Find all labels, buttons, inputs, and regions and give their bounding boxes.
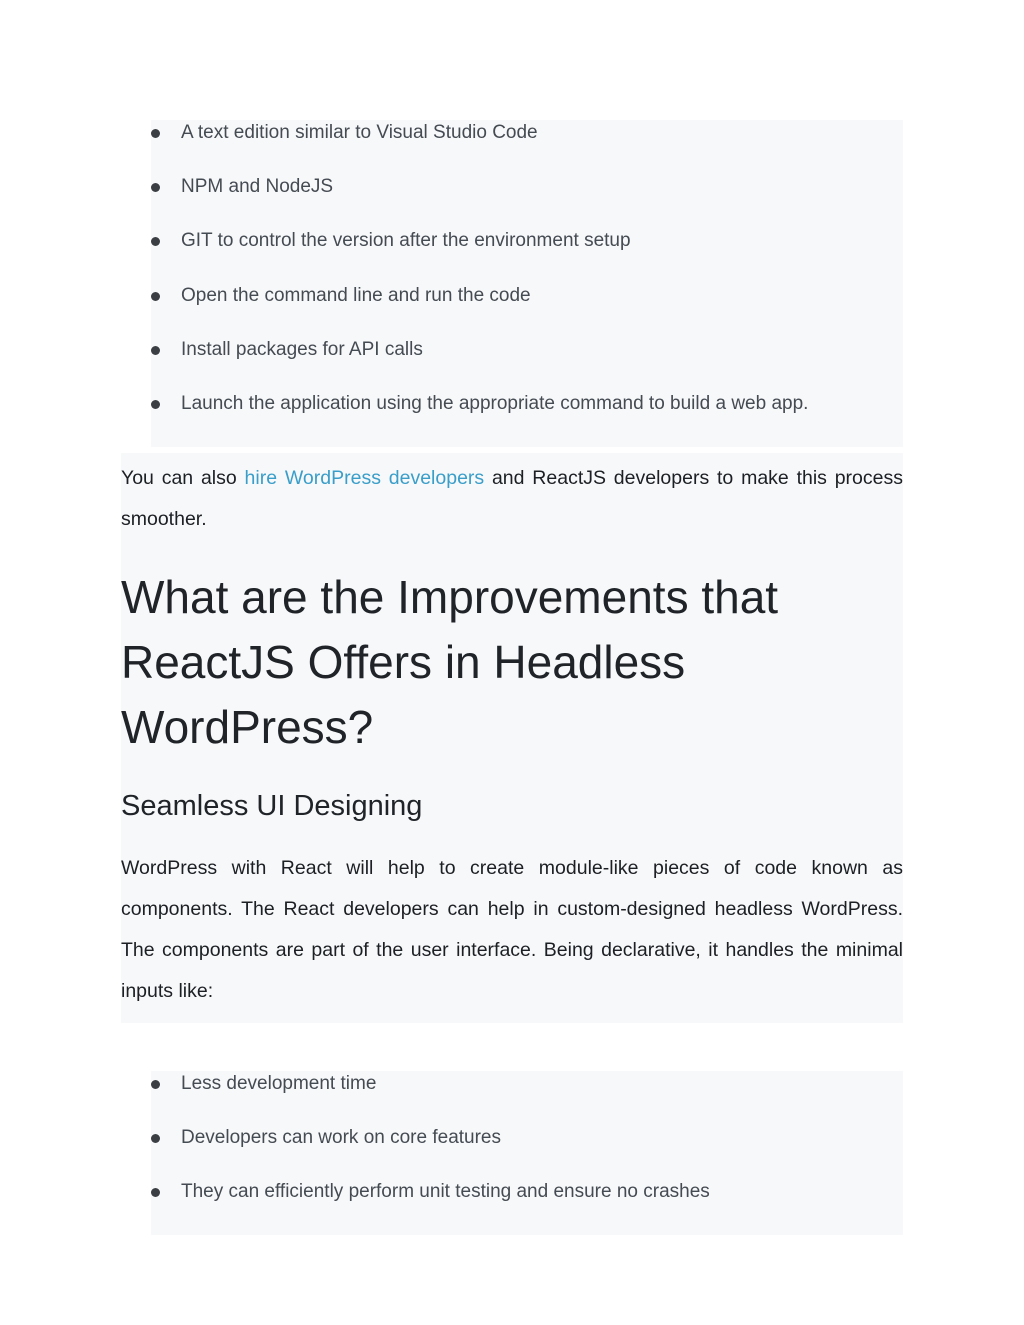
bullet-icon: [151, 183, 160, 192]
hire-paragraph: [121, 458, 903, 540]
bullet-icon: [151, 129, 160, 138]
hire-paragraph-after: and ReactJS developers to make this process smoother.: [121, 467, 903, 530]
bullet-icon: [151, 1188, 160, 1197]
bullet-icon: [151, 346, 160, 355]
hire-wordpress-developers-link[interactable]: hire WordPress developers: [244, 467, 485, 489]
list-item-text: Launch the application using the appropriate command to build a web app.: [181, 393, 809, 414]
list-item-text: Developers can work on core features: [181, 1127, 501, 1148]
bullet-icon: [151, 292, 160, 301]
components-paragraph: WordPress with React will help to create module-like pieces of code known as components. The React developers can help in custom-designed headless WordPress. The components are part of the user interface. Being declarative, it handles the minimal inputs like:: [121, 857, 903, 1002]
list-item-text: A text edition similar to Visual Studio Code: [181, 122, 538, 143]
bullet-icon: [151, 1134, 160, 1143]
list-item-text: Less development time: [181, 1073, 377, 1094]
list-item-text: They can efficiently perform unit testing and ensure no crashes: [181, 1181, 710, 1202]
main-heading: What are the Improvements that ReactJS Offers in Headless WordPress?: [121, 571, 779, 753]
bullet-icon: [151, 400, 160, 409]
hire-paragraph-before: You can also: [121, 467, 245, 489]
list-item-text: NPM and NodeJS: [181, 176, 334, 197]
list-item-text: GIT to control the version after the environment setup: [181, 230, 631, 251]
bullet-icon: [151, 1080, 160, 1089]
list-item-text: Install packages for API calls: [181, 339, 423, 360]
bullet-icon: [151, 237, 160, 246]
list-item-text: Open the command line and run the code: [181, 285, 531, 306]
sub-heading: Seamless UI Designing: [121, 790, 423, 822]
